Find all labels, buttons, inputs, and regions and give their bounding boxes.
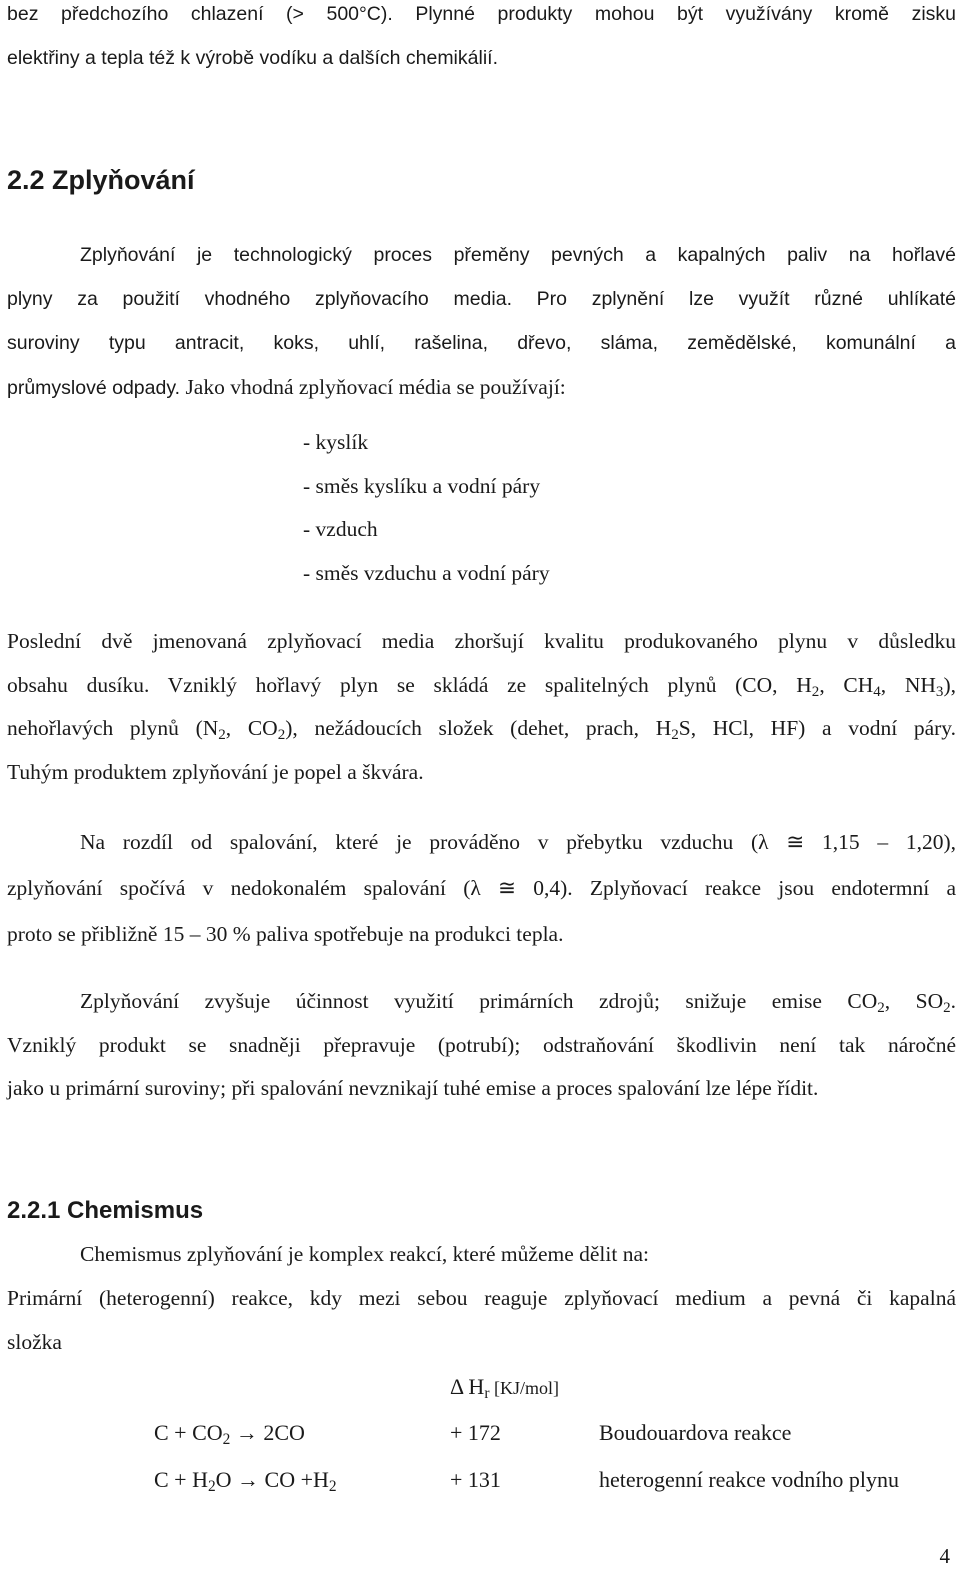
subscript: 2: [877, 1000, 885, 1016]
text-segment: → 2CO: [230, 1420, 305, 1445]
text-line: Zplyňování je technologický proces přeměny pevných a kapalných paliv na hořlavé: [80, 244, 956, 266]
text-line: Poslední dvě jmenovaná zplyňovací media zhoršují kvalitu produkovaného plynu v důsledku: [7, 629, 956, 653]
text-segment: C + H: [154, 1467, 208, 1492]
subscript: 2: [943, 1000, 951, 1016]
page-number: 4: [939, 1544, 950, 1568]
subscript: r: [484, 1385, 490, 1402]
reaction-enthalpy: + 172: [450, 1420, 501, 1445]
section-heading: 2.2 Zplyňování: [7, 165, 195, 195]
text-line: suroviny typu antracit, koks, uhlí, rašelina, dřevo, sláma, zemědělské, komunální a: [7, 332, 956, 354]
text-segment: , CH: [819, 673, 874, 697]
text-segment: ), nežádoucích složek (dehet, prach, H: [285, 716, 672, 740]
reaction-name: heterogenní reakce vodního plynu: [599, 1467, 899, 1492]
text-segment: O → CO +H: [215, 1467, 329, 1492]
subscript: 4: [873, 684, 881, 700]
text-line: zplyňování spočívá v nedokonalém spalování (λ ≅ 0,4). Zplyňovací reakce jsou endotermní a: [7, 876, 956, 900]
text-line: Na rozdíl od spalování, které je prováděno v přebytku vzduchu (λ ≅ 1,15 – 1,20),: [80, 830, 956, 854]
subscript: 2: [218, 727, 226, 743]
list-item: - směs kyslíku a vodní páry: [303, 474, 541, 498]
unit-label: [KJ/mol]: [489, 1378, 559, 1398]
subsection-heading: 2.2.1 Chemismus: [7, 1197, 204, 1224]
text-line: Primární (heterogenní) reakce, kdy mezi sebou reaguje zplyňovací medium a pevná či kapalná: [7, 1286, 956, 1310]
text-line: [7, 671, 956, 699]
text-segment: ),: [943, 673, 956, 697]
subscript: 2: [277, 727, 286, 743]
text-line: [7, 373, 566, 402]
subscript: 2: [328, 1478, 337, 1495]
text-line: proto se přibližně 15 – 30 % paliva spotřebuje na produkci tepla.: [7, 922, 564, 946]
subscript: 3: [935, 684, 944, 700]
text-line: [7, 714, 956, 742]
text-segment: , SO: [884, 989, 944, 1013]
list-item: - směs vzduchu a vodní páry: [303, 561, 550, 585]
subscript: 2: [207, 1478, 216, 1495]
text-segment: , NH: [880, 673, 936, 697]
list-item: - vzduch: [303, 517, 378, 541]
text-segment: Jako vhodná zplyňovací média se používají:: [180, 375, 566, 399]
text-line: Tuhým produktem zplyňování je popel a škvára.: [7, 760, 424, 784]
text-segment: .: [950, 989, 956, 1013]
reaction-name: Boudouardova reakce: [599, 1420, 792, 1445]
reaction-equation: [154, 1466, 337, 1494]
subscript: 2: [222, 1431, 231, 1448]
list-item: - kyslík: [303, 430, 369, 454]
text-segment: Zplyňování zvyšuje účinnost využití primárních zdrojů; snižuje emise CO: [80, 989, 878, 1013]
text-segment: S, HCl, HF) a vodní páry.: [678, 716, 957, 740]
text-segment: obsahu dusíku. Vzniklý hořlavý plyn se skládá ze spalitelných plynů (CO, H: [7, 673, 812, 697]
text-line: plyny za použití vhodného zplyňovacího media. Pro zplynění lze využít různé uhlíkaté: [7, 288, 956, 310]
text-segment: průmyslové odpady.: [7, 377, 181, 399]
text-line: Chemismus zplyňování je komplex reakcí, které můžeme dělit na:: [80, 1242, 649, 1266]
text-segment: C + CO: [154, 1420, 223, 1445]
text-line: Vzniklý produkt se snadněji přepravuje (potrubí); odstraňování škodlivin není tak náročné: [7, 1033, 956, 1057]
reaction-enthalpy: + 131: [450, 1467, 501, 1492]
text-line: [80, 987, 956, 1015]
subscript: 2: [671, 727, 679, 743]
text-line: bez předchozího chlazení (> 500°C). Plynné produkty mohou být využívány kromě zisku: [7, 3, 956, 25]
reaction-equation: [154, 1419, 305, 1447]
subscript: 2: [811, 684, 820, 700]
text-line: elektřiny a tepla též k výrobě vodíku a dalších chemikálií.: [7, 47, 498, 69]
text-line: složka: [7, 1330, 62, 1354]
text-segment: nehořlavých plynů (N: [7, 716, 219, 740]
text-line: jako u primární suroviny; při spalování nevznikají tuhé emise a proces spalování lze lépe řídit.: [7, 1076, 819, 1100]
table-header-enthalpy: [450, 1373, 559, 1402]
delta-symbol: Δ H: [450, 1374, 485, 1399]
text-segment: , CO: [225, 716, 278, 740]
